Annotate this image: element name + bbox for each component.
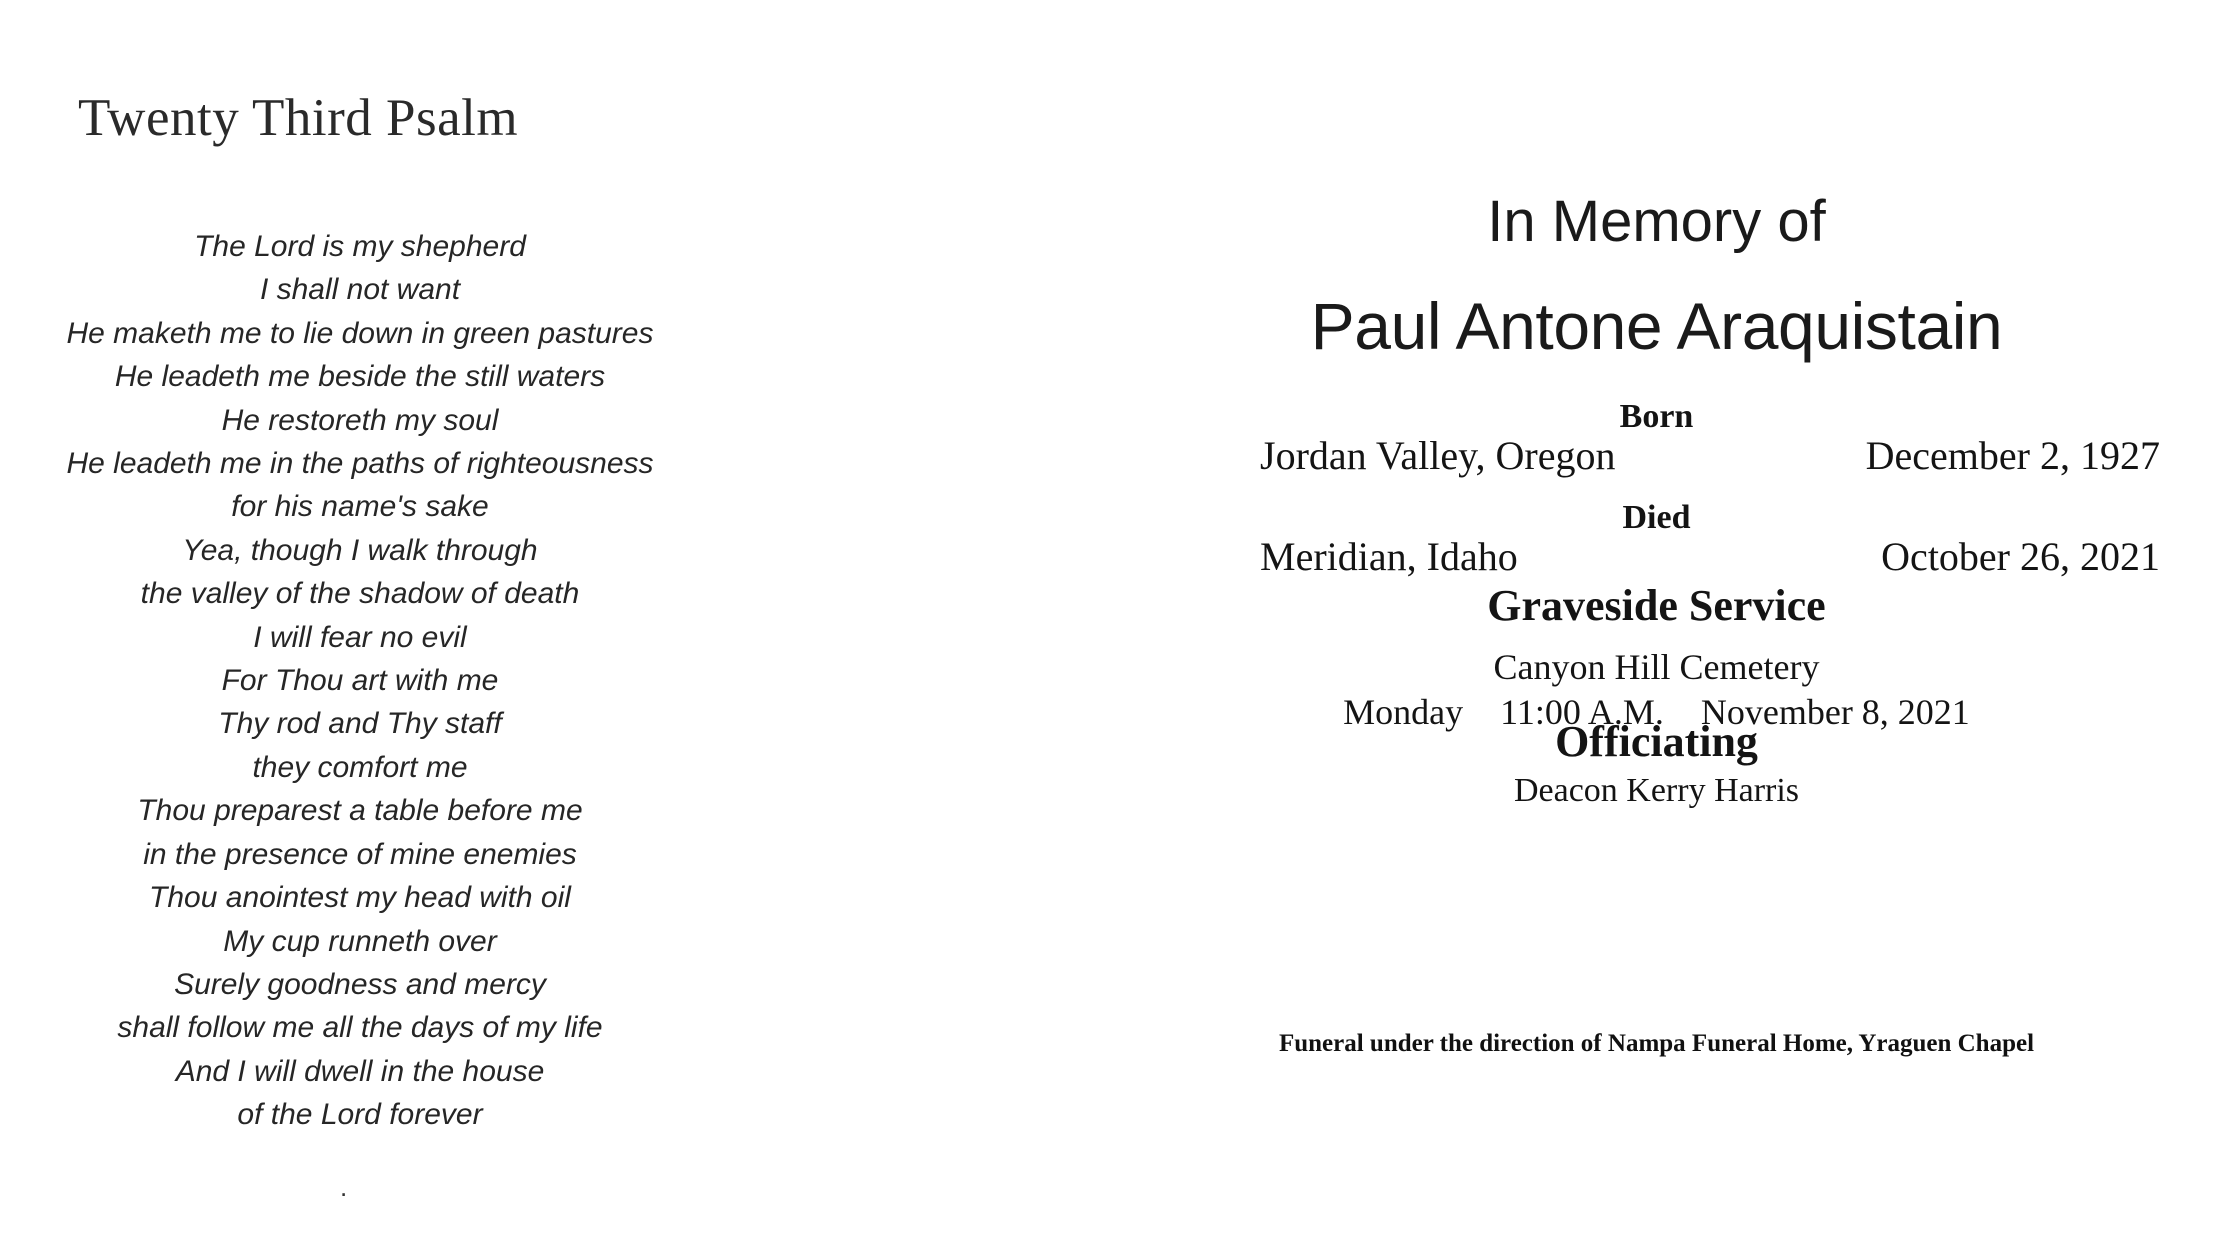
in-memory-of-heading: In Memory of — [1487, 189, 1826, 254]
died-place: Meridian, Idaho — [1260, 534, 1518, 579]
born-label: Born — [1619, 398, 1694, 435]
officiating-heading: Officiating — [1555, 717, 1758, 766]
service-location: Canyon Hill Cemetery — [1493, 647, 1820, 687]
born-place: Jordan Valley, Oregon — [1260, 433, 1616, 478]
psalm-line: Thou anointest my head with oil — [149, 881, 571, 915]
psalm-line: For Thou art with me — [221, 664, 499, 698]
service-day: Monday — [1343, 692, 1464, 732]
psalm-panel — [0, 0, 900, 1245]
psalm-line: My cup runneth over — [223, 924, 497, 958]
psalm-line: I will fear no evil — [253, 620, 467, 654]
psalm-line: for his name's sake — [231, 490, 489, 524]
psalm-line: He leadeth me in the paths of righteousness — [66, 447, 654, 481]
psalm-line: Thy rod and Thy staff — [218, 707, 502, 741]
psalm-line: shall follow me all the days of my life — [117, 1011, 603, 1045]
deceased-name: Paul Antone Araquistain — [1310, 289, 2003, 363]
psalm-line: in the presence of mine enemies — [143, 837, 577, 871]
psalm-line: they comfort me — [252, 750, 468, 784]
funeral-home-credit: Funeral under the direction of Nampa Funeral Home, Yraguen Chapel — [1278, 1030, 2035, 1057]
officiant-name: Deacon Kerry Harris — [1513, 772, 1800, 809]
psalm-end-mark: . — [340, 1172, 348, 1202]
born-date: December 2, 1927 — [1865, 433, 2160, 478]
memorial-panel — [1100, 0, 2213, 1245]
service-date: November 8, 2021 — [1700, 692, 1970, 732]
psalm-line: Surely goodness and mercy — [174, 967, 546, 1001]
service-time: 11:00 A.M. — [1500, 692, 1664, 732]
psalm-line: Thou preparest a table before me — [137, 794, 583, 828]
psalm-line: The Lord is my shepherd — [194, 230, 526, 263]
psalm-line: Yea, though I walk through — [182, 533, 538, 567]
psalm-line: He restoreth my soul — [221, 403, 499, 437]
psalm-line: the valley of the shadow of death — [140, 577, 580, 611]
psalm-line: And I will dwell in the house — [175, 1054, 545, 1088]
died-label: Died — [1622, 499, 1691, 536]
died-date: October 26, 2021 — [1881, 534, 2160, 579]
psalm-line: He maketh me to lie down in green pastures — [66, 316, 654, 350]
psalm-line: He leadeth me beside the still waters — [114, 360, 606, 394]
psalm-title: Twenty Third Psalm — [78, 89, 519, 147]
psalm-line: of the Lord forever — [237, 1098, 483, 1132]
died-row — [1160, 533, 2180, 580]
born-row — [1160, 432, 2180, 479]
psalm-line: I shall not want — [259, 273, 461, 307]
psalm-text — [40, 225, 680, 1137]
graveside-service-heading: Graveside Service — [1487, 581, 1826, 630]
